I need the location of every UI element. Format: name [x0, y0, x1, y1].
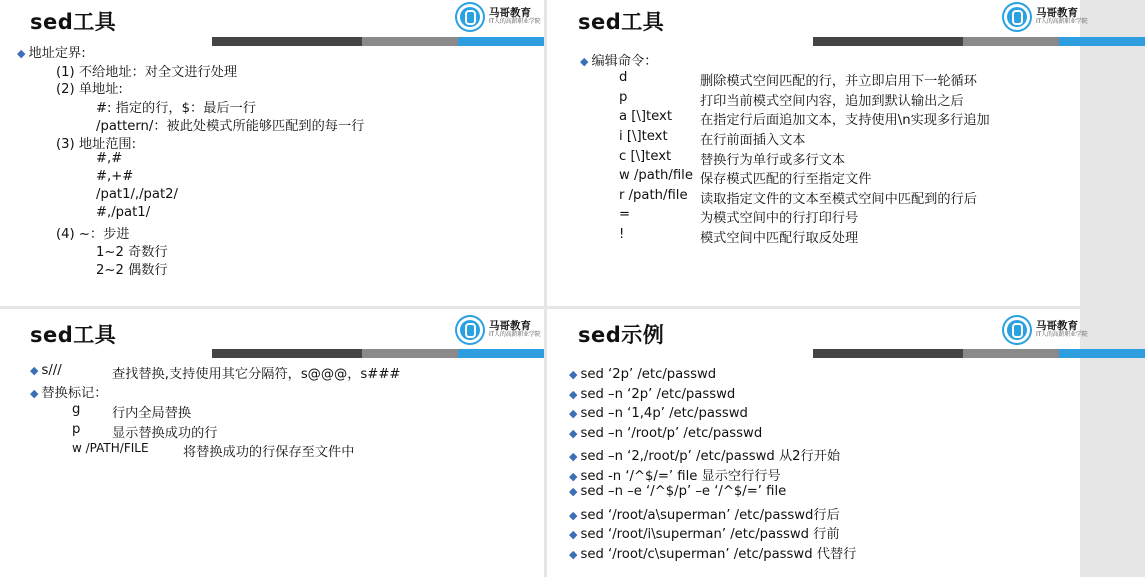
logo-tagline: IT人的高薪职业学院	[489, 331, 541, 339]
command-desc: 为模式空间中的行打印行号	[700, 211, 859, 226]
flag-desc: 显示替换成功的行	[112, 426, 218, 441]
flag-name: g	[72, 402, 81, 417]
command-desc: 读取指定文件的文本至模式空间中匹配到的行后	[700, 192, 977, 207]
command-desc: 在行前面插入文本	[700, 133, 806, 148]
example-line: ◆ sed ‘/root/c\superman’ /etc/passwd 代替行	[569, 547, 857, 562]
diamond-bullet-icon: ◆	[569, 427, 578, 440]
logo-name: 马哥教育	[1036, 319, 1078, 332]
logo-tagline: IT人的高薪职业学院	[1036, 18, 1088, 26]
flag-name: p	[72, 422, 81, 437]
list-item: 1~2 奇数行	[96, 245, 168, 260]
list-item: #,+#	[96, 169, 134, 184]
header-bar	[813, 37, 1145, 46]
command-desc: 模式空间中匹配行取反处理	[700, 231, 859, 246]
diamond-bullet-icon: ◆	[569, 509, 578, 522]
list-item: #: 指定的行，$：最后一行	[96, 101, 256, 116]
example-line: ◆ sed –n ‘/root/p’ /etc/passwd	[569, 426, 763, 441]
diamond-bullet-icon: ◆	[17, 47, 26, 60]
header-bar	[212, 349, 544, 358]
logo-name: 马哥教育	[1036, 6, 1078, 19]
example-line: ◆ sed –n ‘2p’ /etc/passwd	[569, 387, 736, 402]
logo-name: 马哥教育	[489, 319, 531, 332]
diamond-bullet-icon: ◆	[30, 364, 39, 377]
command-name: i [\]text	[619, 129, 668, 144]
flag-desc: 行内全局替换	[112, 406, 192, 421]
example-line: ◆ sed ‘/root/a\superman’ /etc/passwd行后	[569, 508, 840, 523]
diamond-bullet-icon: ◆	[30, 387, 39, 400]
command-name: a [\]text	[619, 109, 673, 124]
command-name: =	[619, 207, 631, 222]
slide-sed-examples	[547, 309, 1088, 577]
command-name: w /path/file	[619, 168, 693, 183]
brand-logo	[1004, 317, 1087, 343]
command-desc: 删除模式空间匹配的行，并立即启用下一轮循环	[700, 74, 977, 89]
command-desc: 保存模式匹配的行至指定文件	[700, 172, 872, 187]
diamond-bullet-icon: ◆	[569, 548, 578, 561]
diamond-bullet-icon: ◆	[569, 368, 578, 381]
list-item: ◆ s///	[30, 363, 62, 378]
list-item: ◆ 地址定界:	[17, 46, 86, 61]
brand-logo	[457, 317, 540, 343]
logo-tagline: IT人的高薪职业学院	[489, 18, 541, 26]
diamond-bullet-icon: ◆	[580, 55, 589, 68]
slide-title: sed工具	[30, 10, 117, 34]
logo-icon	[1004, 4, 1030, 30]
example-line: ◆ sed ‘/root/i\superman’ /etc/passwd 行前	[569, 527, 840, 542]
diamond-bullet-icon: ◆	[569, 388, 578, 401]
command-name: p	[619, 90, 628, 105]
section-heading: ◆ 替换标记：	[30, 386, 108, 401]
logo-icon	[457, 4, 483, 30]
logo-tagline: IT人的高薪职业学院	[1036, 331, 1088, 339]
diamond-bullet-icon: ◆	[569, 528, 578, 541]
list-item: (3) 地址范围:	[56, 137, 137, 152]
command-name: r /path/file	[619, 188, 688, 203]
list-item: (4) ~：步进	[56, 227, 130, 242]
list-item-desc: 查找替换,支持使用其它分隔符，s@@@，s###	[112, 367, 401, 382]
list-item: (1) 不给地址：对全文进行处理	[56, 65, 238, 80]
section-heading: ◆ 编辑命令：	[580, 54, 658, 69]
list-item: 2~2 偶数行	[96, 263, 168, 278]
command-name: c [\]text	[619, 149, 672, 164]
slide-substitute	[0, 309, 544, 577]
slide-title: sed示例	[578, 323, 665, 347]
logo-icon	[1004, 317, 1030, 343]
list-item: #,#	[96, 151, 123, 166]
command-name: d	[619, 70, 628, 85]
example-line: ◆ sed –n –e ‘/^$/p’ –e ‘/^$/=’ file	[569, 484, 787, 499]
diamond-bullet-icon: ◆	[569, 450, 578, 463]
header-bar	[212, 37, 544, 46]
example-line: ◆ sed -n ‘/^$/=’ file 显示空行行号	[569, 469, 781, 484]
brand-logo	[1004, 4, 1087, 30]
command-desc: 在指定行后面追加文本，支持使用\n实现多行追加	[700, 113, 990, 128]
list-item: /pat1/,/pat2/	[96, 187, 178, 202]
slide-address-range	[0, 0, 544, 306]
slide-title: sed工具	[578, 10, 665, 34]
diamond-bullet-icon: ◆	[569, 470, 578, 483]
example-line: ◆ sed ‘2p’ /etc/passwd	[569, 367, 717, 382]
list-item: (2) 单地址:	[56, 82, 123, 97]
command-name: !	[619, 227, 625, 242]
command-desc: 打印当前模式空间内容，追加到默认输出之后	[700, 94, 964, 109]
flag-name: w /PATH/FILE	[72, 441, 149, 455]
example-line: ◆ sed –n ‘1,4p’ /etc/passwd	[569, 406, 748, 421]
slide-edit-commands	[547, 0, 1088, 306]
logo-icon	[457, 317, 483, 343]
logo-name: 马哥教育	[489, 6, 531, 19]
list-item: /pattern/：被此处模式所能够匹配到的每一行	[96, 119, 365, 134]
diamond-bullet-icon: ◆	[569, 485, 578, 498]
example-line: ◆ sed –n ‘2,/root/p’ /etc/passwd 从2行开始	[569, 449, 841, 464]
command-desc: 替换行为单行或多行文本	[700, 153, 846, 168]
slide-title: sed工具	[30, 323, 117, 347]
flag-desc: 将替换成功的行保存至文件中	[183, 445, 355, 460]
brand-logo	[457, 4, 540, 30]
diamond-bullet-icon: ◆	[569, 407, 578, 420]
list-item: #,/pat1/	[96, 205, 151, 220]
header-bar	[813, 349, 1145, 358]
